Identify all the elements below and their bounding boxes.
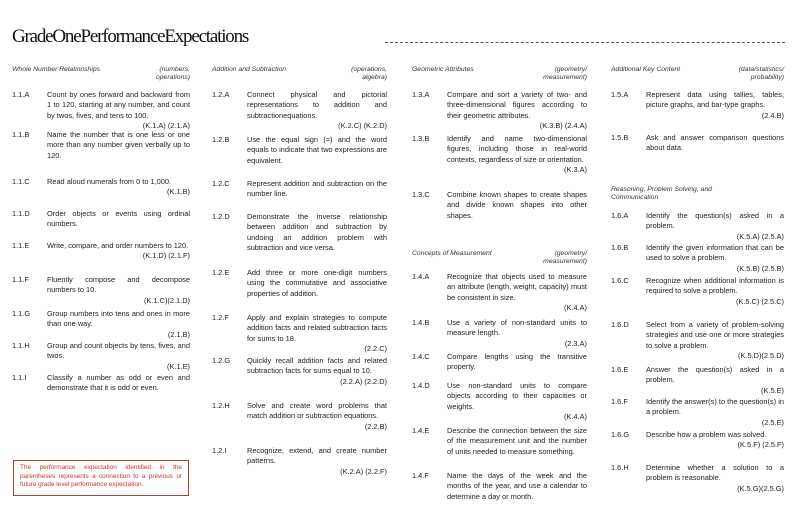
item-text bbox=[447, 90, 587, 132]
list-item bbox=[412, 134, 587, 176]
list-item bbox=[412, 471, 587, 502]
list-item bbox=[212, 268, 387, 299]
item-description: Solve and create word problems that match addition or subtraction equations. bbox=[247, 401, 387, 421]
item-code: 1.2.E bbox=[212, 268, 230, 277]
item-text bbox=[646, 397, 784, 428]
item-text bbox=[646, 211, 784, 242]
list-item bbox=[412, 352, 587, 373]
list-item bbox=[212, 356, 387, 387]
list-item bbox=[212, 401, 387, 432]
list-item bbox=[412, 426, 587, 457]
item-reference: (K.1.E) bbox=[167, 361, 190, 371]
section-title: Geometric Attributes bbox=[412, 66, 474, 73]
section-tag: (data/statistics/ probability) bbox=[738, 66, 784, 81]
list-item bbox=[611, 365, 784, 396]
item-description: Use the equal sign (=) and the word equals to indicate that two expressions are equivalent. bbox=[247, 135, 387, 165]
list-item bbox=[12, 209, 190, 230]
item-code: 1.6.H bbox=[611, 463, 629, 472]
item-code: 1.2.I bbox=[212, 446, 227, 455]
list-item bbox=[12, 90, 190, 132]
item-description: Name the days of the week and the months of the year, and use a calendar to determine a day or month. bbox=[447, 471, 587, 501]
item-reference: (K.1.C)(2.1.D) bbox=[144, 295, 190, 305]
item-description: Recognize, extend, and create number patterns. bbox=[247, 446, 387, 466]
item-code: 1.2.B bbox=[212, 135, 230, 144]
item-text bbox=[247, 446, 387, 477]
list-item bbox=[412, 90, 587, 132]
list-item bbox=[412, 318, 587, 349]
item-description: Identify the question(s) asked in a problem. bbox=[646, 211, 784, 231]
item-code: 1.6.B bbox=[611, 243, 629, 252]
section-title: Concepts of Measurement bbox=[412, 250, 492, 257]
item-reference: (K.5.A) (2.5.A) bbox=[736, 231, 784, 241]
item-text bbox=[247, 212, 387, 254]
list-item bbox=[212, 313, 387, 355]
item-text bbox=[47, 90, 190, 132]
item-code: 1.4.B bbox=[412, 318, 430, 327]
item-text bbox=[247, 268, 387, 299]
item-description: Determine whether a solution to a problem is reasonable. bbox=[646, 463, 784, 483]
item-text bbox=[247, 90, 387, 132]
item-reference: (K.5.F) (2.5.F) bbox=[737, 440, 784, 450]
item-reference: (2.2.C) bbox=[364, 344, 387, 354]
item-reference: (K.5.D)(2.5.D) bbox=[738, 351, 784, 361]
item-text bbox=[447, 426, 587, 457]
list-item bbox=[611, 463, 784, 494]
item-code: 1.6.C bbox=[611, 276, 629, 285]
item-code: 1.3.B bbox=[412, 134, 430, 143]
list-item bbox=[412, 190, 587, 221]
item-reference: (K.5.E) bbox=[761, 385, 784, 395]
item-text bbox=[646, 463, 784, 494]
item-text bbox=[646, 276, 784, 307]
item-reference: (K.1.A) (2.1.A) bbox=[142, 121, 190, 131]
item-text bbox=[247, 356, 387, 387]
item-text bbox=[447, 272, 587, 314]
section-heading bbox=[212, 66, 387, 82]
list-item bbox=[611, 397, 784, 428]
list-item bbox=[212, 179, 387, 200]
item-code: 1.1.H bbox=[12, 341, 30, 350]
item-description: Represent addition and subtraction on the number line. bbox=[247, 179, 387, 199]
item-description: Connect physical and pictorial representations to addition and subtractionequations. bbox=[247, 90, 387, 120]
item-reference: (K.5.C) (2.5.C) bbox=[735, 296, 784, 306]
item-description: Identify and name two-dimensional figures, including those in real-world contexts, regardless of size or orientation. bbox=[447, 134, 587, 164]
item-code: 1.1.I bbox=[12, 373, 27, 382]
item-code: 1.2.G bbox=[212, 356, 231, 365]
item-text bbox=[447, 352, 587, 373]
item-code: 1.5.B bbox=[611, 133, 629, 142]
item-text bbox=[247, 401, 387, 432]
section-heading-reasoning bbox=[611, 186, 731, 202]
list-item bbox=[611, 276, 784, 307]
section-title: Addition and Subtraction bbox=[212, 66, 287, 73]
item-code: 1.3.C bbox=[412, 190, 430, 199]
list-item bbox=[611, 243, 784, 274]
item-text bbox=[247, 179, 387, 200]
item-reference: (K.5.B) (2.5.B) bbox=[736, 263, 784, 273]
item-text bbox=[47, 177, 190, 198]
item-text bbox=[447, 190, 587, 221]
section-title: Whole Number Relationships bbox=[12, 66, 101, 73]
item-description: Name the number that is one less or one more than any number given verbally up to 120. bbox=[47, 130, 190, 160]
item-code: 1.1.D bbox=[12, 209, 30, 218]
item-text bbox=[47, 373, 190, 394]
list-item bbox=[611, 211, 784, 242]
item-code: 1.2.A bbox=[212, 90, 230, 99]
item-text bbox=[47, 275, 190, 306]
item-description: Group and count objects by tens, fives, and twos. bbox=[47, 341, 190, 361]
list-item bbox=[12, 130, 190, 161]
item-code: 1.5.A bbox=[611, 90, 629, 99]
item-description: Write, compare, and order numbers to 120. bbox=[47, 241, 189, 250]
item-description: Identify the answer(s) to the question(s) in a problem. bbox=[646, 397, 784, 417]
title-leader-line bbox=[385, 42, 785, 43]
list-item bbox=[12, 341, 190, 372]
list-item bbox=[12, 241, 190, 262]
footnote-box: The performance expectation identified in the parentheses represents a connection to a previous or future grade level performance expectation. bbox=[13, 460, 189, 496]
list-item bbox=[212, 135, 387, 166]
item-description: Select from a variety of problem-solving strategies and use one or more strategies to solve a problem. bbox=[646, 320, 784, 350]
item-description: Group numbers into tens and ones in more than one way. bbox=[47, 309, 190, 329]
item-code: 1.2.H bbox=[212, 401, 230, 410]
section-heading bbox=[412, 66, 587, 82]
list-item bbox=[412, 272, 587, 314]
item-code: 1.3.A bbox=[412, 90, 430, 99]
item-description: Classify a number as odd or even and demonstrate that it is odd or even. bbox=[47, 373, 190, 393]
item-reference: (2.2.A) (2.2.D) bbox=[340, 376, 387, 386]
item-reference: (K.2.C) (K.2.D) bbox=[338, 121, 387, 131]
list-item bbox=[611, 133, 784, 154]
item-reference: (K.5.G)(2.5.G) bbox=[737, 483, 784, 493]
item-reference: (2.4.B) bbox=[761, 110, 784, 120]
item-code: 1.4.D bbox=[412, 381, 430, 390]
list-item bbox=[12, 309, 190, 340]
item-reference: (K.4.A) bbox=[564, 412, 587, 422]
column-whole-number bbox=[12, 66, 190, 82]
item-description: Represent data using tallies, tables, picture graphs, and bar-type graphs. bbox=[646, 90, 784, 110]
item-description: Demonstrate the inverse relationship between addition and subtraction by undoing an addition problem with subtraction and vice versa. bbox=[247, 212, 387, 253]
item-text bbox=[447, 381, 587, 423]
item-code: 1.4.F bbox=[412, 471, 429, 480]
item-reference: (K.3.A) bbox=[564, 165, 587, 175]
column-geometric bbox=[412, 66, 587, 82]
list-item bbox=[212, 212, 387, 254]
list-item bbox=[212, 446, 387, 477]
item-code: 1.1.G bbox=[12, 309, 31, 318]
column-additional bbox=[611, 66, 784, 82]
item-description: Recognize that objects used to measure an attribute (length, weight, capacity) must be consistent in size. bbox=[447, 272, 587, 302]
item-code: 1.2.F bbox=[212, 313, 229, 322]
item-code: 1.4.C bbox=[412, 352, 430, 361]
item-code: 1.2.D bbox=[212, 212, 230, 221]
item-description: Describe how a problem was solved. bbox=[646, 430, 767, 439]
section-tag: (geometry/ measurement) bbox=[543, 250, 587, 265]
list-item bbox=[12, 275, 190, 306]
list-item bbox=[611, 320, 784, 362]
item-reference: (K.2.A) (2.2.F) bbox=[340, 466, 387, 476]
list-item bbox=[212, 90, 387, 132]
section-tag: (operations, algebra) bbox=[351, 66, 387, 81]
item-code: 1.1.F bbox=[12, 275, 29, 284]
item-code: 1.1.A bbox=[12, 90, 30, 99]
item-description: Describe the connection between the size of the measurement unit and the number of units needed to measure something. bbox=[447, 426, 587, 456]
item-text bbox=[447, 471, 587, 502]
item-description: Answer the question(s) asked in a problem. bbox=[646, 365, 784, 385]
item-reference: (K.1.B) bbox=[167, 187, 190, 197]
item-reference: (2.1.B) bbox=[167, 329, 190, 339]
item-code: 1.6.G bbox=[611, 430, 630, 439]
item-description: Read aloud numerals from 0 to 1,000. bbox=[47, 177, 172, 186]
item-description: Use non-standard units to compare objects according to their capacities or weights. bbox=[447, 381, 587, 411]
item-code: 1.1.C bbox=[12, 177, 30, 186]
page-title: GradeOnePerformanceExpectations bbox=[12, 26, 249, 47]
item-text bbox=[47, 309, 190, 340]
section-heading bbox=[12, 66, 190, 82]
column-addition bbox=[212, 66, 387, 82]
item-code: 1.2.C bbox=[212, 179, 230, 188]
section-title: Reasoning, Problem Solving, and Communication bbox=[611, 186, 712, 201]
item-text bbox=[646, 243, 784, 274]
item-text bbox=[47, 241, 190, 262]
item-reference: (K.1.D) (2.1.F) bbox=[142, 251, 190, 261]
item-description: Use a variety of non-standard units to measure length. bbox=[447, 318, 587, 338]
list-item bbox=[412, 381, 587, 423]
list-item bbox=[611, 430, 784, 451]
item-description: Compare lengths using the transitive property. bbox=[447, 352, 587, 372]
item-code: 1.4.E bbox=[412, 426, 430, 435]
item-text bbox=[447, 134, 587, 176]
item-description: Combine known shapes to create shapes and divide known shapes into other shapes. bbox=[447, 190, 587, 220]
section-heading-measurement bbox=[412, 250, 587, 266]
section-title: Additional Key Content bbox=[611, 66, 681, 73]
section-tag: (geometry/ measurement) bbox=[543, 66, 587, 81]
item-reference: (2.3.A) bbox=[564, 338, 587, 348]
item-code: 1.6.E bbox=[611, 365, 629, 374]
item-text bbox=[247, 313, 387, 355]
item-reference: (K.4.A) bbox=[564, 303, 587, 313]
item-text bbox=[447, 318, 587, 349]
section-heading bbox=[611, 66, 784, 82]
list-item bbox=[12, 373, 190, 394]
item-description: Compare and sort a variety of two- and three-dimensional figures according to their geometric attributes. bbox=[447, 90, 587, 120]
item-description: Fluently compose and decompose numbers to 10. bbox=[47, 275, 190, 295]
item-text bbox=[47, 341, 190, 372]
item-description: Ask and answer comparison questions about data. bbox=[646, 133, 784, 153]
item-text bbox=[646, 133, 784, 154]
item-description: Quickly recall addition facts and related subtraction facts for sums equal to 10. bbox=[247, 356, 387, 376]
item-reference: (2.5.E) bbox=[761, 417, 784, 427]
item-code: 1.6.D bbox=[611, 320, 629, 329]
item-reference: (K.3.B) (2.4.A) bbox=[539, 121, 587, 131]
item-code: 1.1.B bbox=[12, 130, 30, 139]
item-reference: (2.2.B) bbox=[364, 421, 387, 431]
item-code: 1.6.F bbox=[611, 397, 628, 406]
item-description: Apply and explain strategies to compute addition facts and related subtraction facts for sums to 18. bbox=[247, 313, 387, 343]
list-item bbox=[611, 90, 784, 121]
item-description: Count by ones forward and backward from 1 to 120, starting at any number, and count by twos, fives, and tens to 100. bbox=[47, 90, 190, 120]
item-code: 1.4.A bbox=[412, 272, 430, 281]
item-text bbox=[646, 430, 784, 451]
item-description: Add three or more one-digit numbers using the commutative and associative properties of addition. bbox=[247, 268, 387, 298]
item-code: 1.6.A bbox=[611, 211, 629, 220]
item-text bbox=[47, 130, 190, 161]
item-text bbox=[247, 135, 387, 166]
item-description: Order objects or events using ordinal numbers. bbox=[47, 209, 190, 229]
item-description: Recognize when additional information is required to solve a problem. bbox=[646, 276, 784, 296]
item-text bbox=[646, 320, 784, 362]
item-code: 1.1.E bbox=[12, 241, 30, 250]
list-item bbox=[12, 177, 190, 198]
item-description: Identify the given information that can be used to solve a problem. bbox=[646, 243, 784, 263]
section-tag: (numbers, operations) bbox=[155, 66, 190, 81]
item-text bbox=[646, 365, 784, 396]
item-text bbox=[646, 90, 784, 121]
item-text bbox=[47, 209, 190, 230]
